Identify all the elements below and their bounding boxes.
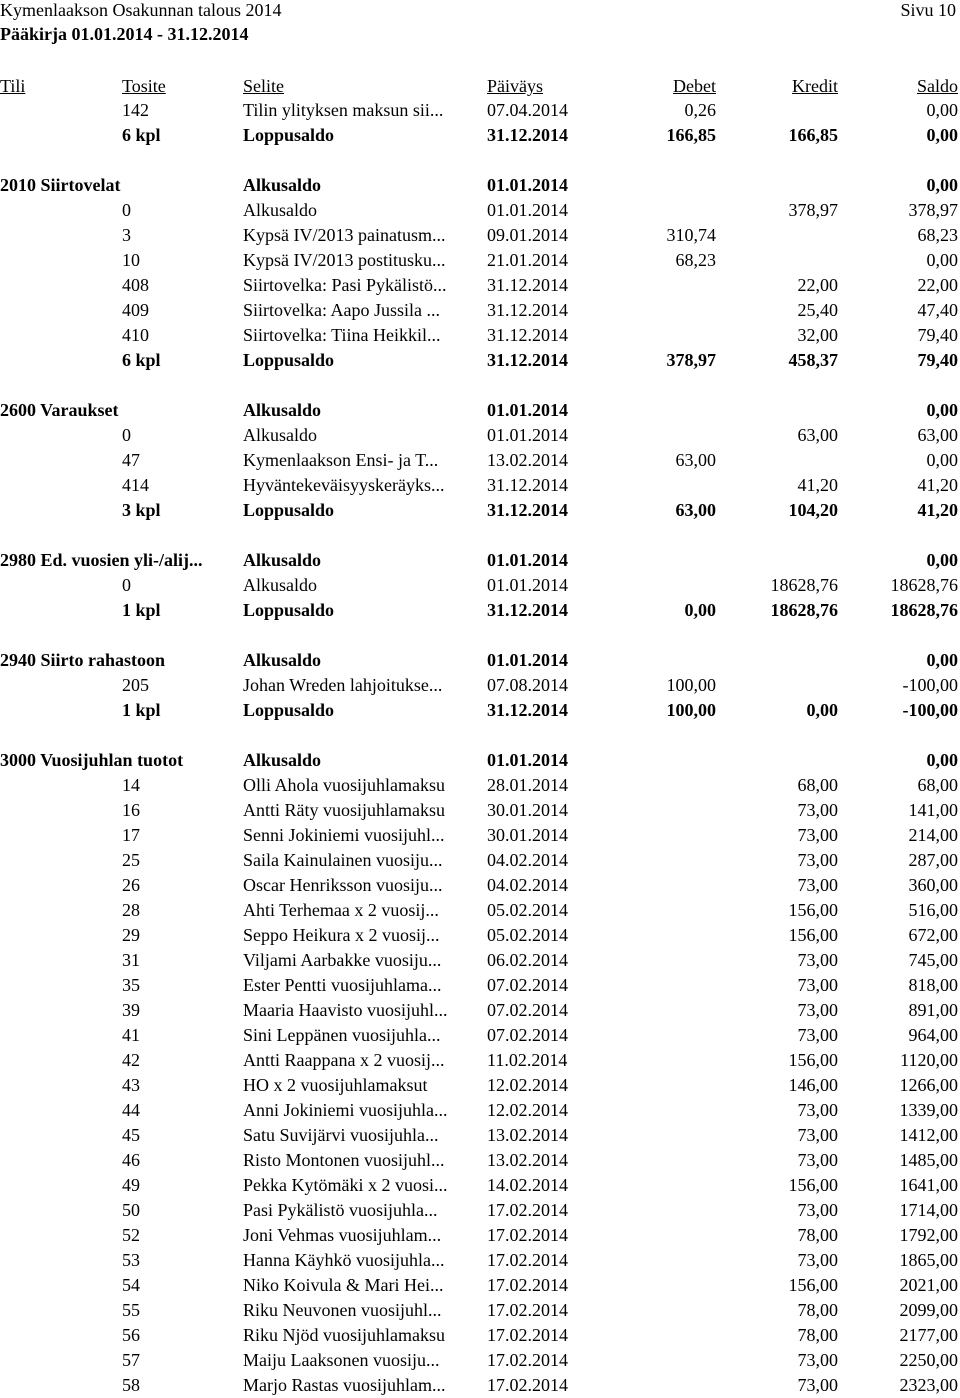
- table-row: [0, 448, 960, 473]
- cell-debet: 378,97: [666, 350, 716, 370]
- table-row: [0, 473, 960, 498]
- cell-tosite: 6 kpl: [122, 125, 161, 145]
- cell-pvm: 31.12.2014: [487, 475, 568, 495]
- cell-saldo: 0,00: [926, 250, 958, 270]
- cell-tosite: 49: [122, 1175, 140, 1195]
- cell-tosite: 50: [122, 1200, 140, 1220]
- account-header-row: [0, 748, 960, 773]
- cell-saldo: 1120,00: [900, 1050, 958, 1070]
- cell-selite: Siirtovelka: Aapo Jussila ...: [243, 300, 440, 320]
- cell-selite: Alkusaldo: [243, 575, 317, 595]
- cell-pvm: 31.12.2014: [487, 300, 568, 320]
- cell-pvm: 07.02.2014: [487, 1000, 568, 1020]
- cell-pvm: 01.01.2014: [487, 200, 568, 220]
- cell-selite: Tilin ylityksen maksun sii...: [243, 100, 444, 120]
- cell-kredit: 378,97: [788, 200, 838, 220]
- cell-selite: Antti Raappana x 2 vuosij...: [243, 1050, 445, 1070]
- cell-tosite: 57: [122, 1350, 140, 1370]
- cell-pvm: 17.02.2014: [487, 1275, 568, 1295]
- org-title: Kymenlaakson Osakunnan talous 2014: [0, 0, 282, 20]
- account-header-row: [0, 648, 960, 673]
- cell-kredit: 68,00: [797, 775, 838, 795]
- cell-kredit: 73,00: [797, 875, 838, 895]
- cell-kredit: 73,00: [797, 1150, 838, 1170]
- cell-selite: Hanna Käyhkö vuosijuhla...: [243, 1250, 445, 1270]
- table-row: [0, 1373, 960, 1398]
- cell-tosite: 0: [122, 575, 131, 595]
- cell-selite: Hyväntekeväisyyskeräyks...: [243, 475, 445, 495]
- cell-selite: Pasi Pykälistö vuosijuhla...: [243, 1200, 438, 1220]
- cell-tosite: 409: [122, 300, 149, 320]
- cell-saldo: 0,00: [926, 450, 958, 470]
- cell-selite: Kymenlaakson Ensi- ja T...: [243, 450, 439, 470]
- cell-selite: Riku Neuvonen vuosijuhl...: [243, 1300, 442, 1320]
- cell-kredit: 73,00: [797, 1350, 838, 1370]
- cell-saldo: 47,40: [917, 300, 958, 320]
- cell-pvm: 17.02.2014: [487, 1375, 568, 1395]
- cell-selite: Olli Ahola vuosijuhlamaksu: [243, 775, 445, 795]
- cell-kredit: 73,00: [797, 1250, 838, 1270]
- table-row: [0, 1198, 960, 1223]
- cell-selite: Senni Jokiniemi vuosijuhl...: [243, 825, 445, 845]
- cell-selite: Niko Koivula & Mari Hei...: [243, 1275, 444, 1295]
- cell-debet: 166,85: [666, 125, 716, 145]
- table-row: [0, 1248, 960, 1273]
- table-row: [0, 898, 960, 923]
- page-number: Sivu 10: [900, 0, 956, 20]
- cell-tosite: 42: [122, 1050, 140, 1070]
- cell-kredit: 63,00: [797, 425, 838, 445]
- cell-pvm: 07.02.2014: [487, 1025, 568, 1045]
- cell-pvm: 01.01.2014: [487, 750, 568, 770]
- cell-tili: 2940 Siirto rahastoon: [0, 650, 166, 670]
- cell-kredit: 73,00: [797, 975, 838, 995]
- cell-saldo: 1641,00: [899, 1175, 958, 1195]
- cell-selite: Anni Jokiniemi vuosijuhla...: [243, 1100, 448, 1120]
- cell-kredit: 78,00: [797, 1325, 838, 1345]
- cell-selite: Maaria Haavisto vuosijuhl...: [243, 1000, 448, 1020]
- cell-tosite: 16: [122, 800, 140, 820]
- cell-selite: Alkusaldo: [243, 175, 322, 195]
- cell-selite: Alkusaldo: [243, 400, 322, 420]
- cell-pvm: 13.02.2014: [487, 1150, 568, 1170]
- cell-tosite: 39: [122, 1000, 140, 1020]
- closing-balance-row: [0, 348, 960, 373]
- cell-tosite: 3: [122, 225, 131, 245]
- closing-balance-row: [0, 498, 960, 523]
- cell-tosite: 3 kpl: [122, 500, 161, 520]
- cell-pvm: 04.02.2014: [487, 850, 568, 870]
- cell-selite: Antti Räty vuosijuhlamaksu: [243, 800, 445, 820]
- cell-pvm: 07.02.2014: [487, 975, 568, 995]
- cell-tosite: 53: [122, 1250, 140, 1270]
- cell-saldo: 141,00: [908, 800, 958, 820]
- table-row: [0, 1123, 960, 1148]
- cell-saldo: 360,00: [908, 875, 958, 895]
- cell-saldo: 0,00: [926, 100, 958, 120]
- cell-tili: 2600 Varaukset: [0, 400, 119, 420]
- cell-saldo: 22,00: [917, 275, 958, 295]
- table-row: [0, 848, 960, 873]
- cell-selite: Loppusaldo: [243, 350, 335, 370]
- cell-saldo: 2021,00: [899, 1275, 958, 1295]
- cell-tosite: 44: [122, 1100, 140, 1120]
- table-row: [0, 1173, 960, 1198]
- cell-tosite: 17: [122, 825, 140, 845]
- cell-saldo: 378,97: [908, 200, 958, 220]
- cell-debet: 0,00: [684, 600, 716, 620]
- cell-debet: 0,26: [684, 100, 716, 120]
- cell-debet: 68,23: [675, 250, 716, 270]
- cell-kredit: 73,00: [797, 1100, 838, 1120]
- table-row: [0, 1148, 960, 1173]
- cell-selite: Saila Kainulainen vuosiju...: [243, 850, 443, 870]
- account-header-row: [0, 548, 960, 573]
- table-row: [0, 1048, 960, 1073]
- cell-kredit: 156,00: [788, 925, 838, 945]
- cell-selite: Seppo Heikura x 2 vuosij...: [243, 925, 440, 945]
- cell-pvm: 30.01.2014: [487, 800, 568, 820]
- cell-tosite: 43: [122, 1075, 140, 1095]
- cell-pvm: 01.01.2014: [487, 425, 568, 445]
- cell-selite: HO x 2 vuosijuhlamaksut: [243, 1075, 428, 1095]
- table-row: [0, 323, 960, 348]
- cell-kredit: 156,00: [788, 1050, 838, 1070]
- cell-debet: 63,00: [675, 500, 716, 520]
- cell-pvm: 30.01.2014: [487, 825, 568, 845]
- table-row: [0, 1223, 960, 1248]
- cell-selite: Ester Pentti vuosijuhlama...: [243, 975, 442, 995]
- cell-saldo: 1792,00: [899, 1225, 958, 1245]
- table-row: [0, 1323, 960, 1348]
- cell-kredit: 32,00: [797, 325, 838, 345]
- cell-pvm: 06.02.2014: [487, 950, 568, 970]
- cell-saldo: -100,00: [902, 700, 958, 720]
- cell-tosite: 0: [122, 425, 131, 445]
- cell-saldo: 68,23: [917, 225, 958, 245]
- cell-debet: 100,00: [666, 675, 716, 695]
- cell-tosite: 58: [122, 1375, 140, 1395]
- cell-saldo: 2099,00: [899, 1300, 958, 1320]
- cell-tosite: 46: [122, 1150, 140, 1170]
- cell-saldo: 18628,76: [890, 575, 958, 595]
- cell-pvm: 09.01.2014: [487, 225, 568, 245]
- cell-pvm: 13.02.2014: [487, 450, 568, 470]
- cell-selite: Joni Vehmas vuosijuhlam...: [243, 1225, 442, 1245]
- cell-kredit: 73,00: [797, 800, 838, 820]
- cell-tosite: 10: [122, 250, 140, 270]
- cell-selite: Alkusaldo: [243, 200, 317, 220]
- cell-kredit: 73,00: [797, 1200, 838, 1220]
- cell-kredit: 78,00: [797, 1225, 838, 1245]
- table-row: [0, 223, 960, 248]
- cell-pvm: 17.02.2014: [487, 1350, 568, 1370]
- cell-selite: Ahti Terhemaa x 2 vuosij...: [243, 900, 439, 920]
- cell-saldo: 0,00: [926, 175, 958, 195]
- cell-tili: 2980 Ed. vuosien yli-/alij...: [0, 550, 203, 570]
- table-row: [0, 573, 960, 598]
- cell-saldo: 2177,00: [899, 1325, 958, 1345]
- table-row: [0, 298, 960, 323]
- cell-tosite: 142: [122, 100, 149, 120]
- cell-tosite: 45: [122, 1125, 140, 1145]
- table-row: [0, 1073, 960, 1098]
- cell-kredit: 25,40: [797, 300, 838, 320]
- cell-selite: Kypsä IV/2013 postitusku...: [243, 250, 446, 270]
- cell-tosite: 0: [122, 200, 131, 220]
- cell-selite: Johan Wreden lahjoitukse...: [243, 675, 443, 695]
- table-row: [0, 248, 960, 273]
- cell-saldo: 1865,00: [899, 1250, 958, 1270]
- cell-selite: Marjo Rastas vuosijuhlam...: [243, 1375, 446, 1395]
- cell-saldo: 1714,00: [899, 1200, 958, 1220]
- cell-pvm: 31.12.2014: [487, 275, 568, 295]
- cell-pvm: 01.01.2014: [487, 550, 568, 570]
- cell-selite: Sini Leppänen vuosijuhla...: [243, 1025, 441, 1045]
- cell-pvm: 05.02.2014: [487, 900, 568, 920]
- cell-selite: Loppusaldo: [243, 600, 335, 620]
- cell-saldo: 68,00: [917, 775, 958, 795]
- account-header-row: [0, 398, 960, 423]
- cell-kredit: 146,00: [788, 1075, 838, 1095]
- cell-saldo: 672,00: [908, 925, 958, 945]
- cell-tosite: 55: [122, 1300, 140, 1320]
- cell-pvm: 31.12.2014: [487, 600, 568, 620]
- cell-pvm: 31.12.2014: [487, 125, 568, 145]
- cell-pvm: 14.02.2014: [487, 1175, 568, 1195]
- cell-tosite: 41: [122, 1025, 140, 1045]
- table-row: [0, 1098, 960, 1123]
- cell-selite: Oscar Henriksson vuosiju...: [243, 875, 443, 895]
- cell-tosite: 56: [122, 1325, 140, 1345]
- cell-selite: Siirtovelka: Tiina Heikkil...: [243, 325, 441, 345]
- cell-selite: Pekka Kytömäki x 2 vuosi...: [243, 1175, 448, 1195]
- cell-tosite: 14: [122, 775, 140, 795]
- cell-pvm: 04.02.2014: [487, 875, 568, 895]
- table-row: [0, 198, 960, 223]
- table-row: [0, 98, 960, 123]
- cell-debet: 310,74: [666, 225, 716, 245]
- cell-selite: Alkusaldo: [243, 550, 322, 570]
- closing-balance-row: [0, 598, 960, 623]
- table-row: [0, 973, 960, 998]
- cell-tosite: 408: [122, 275, 149, 295]
- cell-saldo: 745,00: [908, 950, 958, 970]
- cell-saldo: 891,00: [908, 1000, 958, 1020]
- cell-debet: 100,00: [666, 700, 716, 720]
- cell-saldo: 214,00: [908, 825, 958, 845]
- report-title: Pääkirja 01.01.2014 - 31.12.2014: [0, 24, 249, 44]
- table-row: [0, 423, 960, 448]
- table-row: [0, 1273, 960, 1298]
- cell-tili: 2010 Siirtovelat: [0, 175, 121, 195]
- cell-tosite: 54: [122, 1275, 140, 1295]
- cell-selite: Alkusaldo: [243, 650, 322, 670]
- cell-tili: 3000 Vuosijuhlan tuotot: [0, 750, 184, 770]
- cell-saldo: 516,00: [908, 900, 958, 920]
- cell-selite: Kypsä IV/2013 painatusm...: [243, 225, 446, 245]
- cell-tosite: 1 kpl: [122, 600, 161, 620]
- cell-selite: Siirtovelka: Pasi Pykälistö...: [243, 275, 447, 295]
- cell-kredit: 73,00: [797, 1025, 838, 1045]
- cell-kredit: 73,00: [797, 950, 838, 970]
- cell-selite: Loppusaldo: [243, 125, 335, 145]
- cell-kredit: 18628,76: [770, 600, 838, 620]
- cell-kredit: 0,00: [806, 700, 838, 720]
- cell-pvm: 01.01.2014: [487, 650, 568, 670]
- cell-pvm: 13.02.2014: [487, 1125, 568, 1145]
- cell-selite: Alkusaldo: [243, 750, 322, 770]
- cell-pvm: 17.02.2014: [487, 1225, 568, 1245]
- cell-saldo: 1266,00: [899, 1075, 958, 1095]
- cell-kredit: 73,00: [797, 1375, 838, 1395]
- cell-kredit: 73,00: [797, 1125, 838, 1145]
- cell-tosite: 205: [122, 675, 149, 695]
- cell-saldo: 0,00: [926, 125, 958, 145]
- cell-pvm: 21.01.2014: [487, 250, 568, 270]
- column-header-tili: Tili: [0, 76, 26, 96]
- cell-pvm: 01.01.2014: [487, 575, 568, 595]
- cell-saldo: 18628,76: [890, 600, 958, 620]
- table-row: [0, 773, 960, 798]
- cell-selite: Alkusaldo: [243, 425, 317, 445]
- cell-kredit: 73,00: [797, 1000, 838, 1020]
- cell-kredit: 22,00: [797, 275, 838, 295]
- column-header-paivays: Päiväys: [487, 76, 543, 96]
- cell-selite: Loppusaldo: [243, 700, 335, 720]
- cell-kredit: 104,20: [788, 500, 838, 520]
- cell-saldo: 79,40: [917, 350, 958, 370]
- cell-pvm: 17.02.2014: [487, 1300, 568, 1320]
- cell-pvm: 07.04.2014: [487, 100, 568, 120]
- table-row: [0, 1348, 960, 1373]
- table-row: [0, 923, 960, 948]
- cell-tosite: 1 kpl: [122, 700, 161, 720]
- cell-kredit: 78,00: [797, 1300, 838, 1320]
- table-row: [0, 1298, 960, 1323]
- cell-kredit: 41,20: [797, 475, 838, 495]
- cell-saldo: 818,00: [908, 975, 958, 995]
- column-header-tosite: Tosite: [122, 76, 166, 96]
- column-header-debet: Debet: [673, 76, 716, 96]
- column-header-selite: Selite: [243, 76, 284, 96]
- table-row: [0, 998, 960, 1023]
- cell-pvm: 07.08.2014: [487, 675, 568, 695]
- column-header-kredit: Kredit: [792, 76, 838, 96]
- cell-tosite: 28: [122, 900, 140, 920]
- cell-saldo: 1412,00: [899, 1125, 958, 1145]
- table-row: [0, 948, 960, 973]
- cell-pvm: 12.02.2014: [487, 1100, 568, 1120]
- cell-pvm: 17.02.2014: [487, 1250, 568, 1270]
- cell-kredit: 166,85: [788, 125, 838, 145]
- cell-selite: Risto Montonen vuosijuhl...: [243, 1150, 445, 1170]
- closing-balance-row: [0, 698, 960, 723]
- cell-saldo: 41,20: [917, 500, 958, 520]
- cell-kredit: 18628,76: [770, 575, 838, 595]
- cell-tosite: 35: [122, 975, 140, 995]
- cell-selite: Riku Njöd vuosijuhlamaksu: [243, 1325, 445, 1345]
- cell-saldo: 964,00: [908, 1025, 958, 1045]
- cell-tosite: 26: [122, 875, 140, 895]
- cell-pvm: 31.12.2014: [487, 500, 568, 520]
- cell-saldo: 2323,00: [899, 1375, 958, 1395]
- cell-saldo: 0,00: [926, 750, 958, 770]
- cell-kredit: 73,00: [797, 825, 838, 845]
- closing-balance-row: [0, 123, 960, 148]
- cell-saldo: 0,00: [926, 400, 958, 420]
- account-header-row: [0, 173, 960, 198]
- table-row: [0, 798, 960, 823]
- cell-pvm: 17.02.2014: [487, 1200, 568, 1220]
- table-row: [0, 873, 960, 898]
- table-row: [0, 273, 960, 298]
- column-header-row: [0, 74, 960, 99]
- cell-kredit: 458,37: [788, 350, 838, 370]
- cell-tosite: 25: [122, 850, 140, 870]
- cell-selite: Maiju Laaksonen vuosiju...: [243, 1350, 440, 1370]
- cell-tosite: 29: [122, 925, 140, 945]
- cell-pvm: 12.02.2014: [487, 1075, 568, 1095]
- cell-tosite: 414: [122, 475, 149, 495]
- cell-saldo: 2250,00: [899, 1350, 958, 1370]
- table-row: [0, 1023, 960, 1048]
- cell-selite: Viljami Aarbakke vuosiju...: [243, 950, 442, 970]
- cell-tosite: 6 kpl: [122, 350, 161, 370]
- column-header-saldo: Saldo: [916, 76, 958, 96]
- cell-tosite: 31: [122, 950, 140, 970]
- cell-pvm: 28.01.2014: [487, 775, 568, 795]
- cell-pvm: 31.12.2014: [487, 325, 568, 345]
- cell-pvm: 31.12.2014: [487, 350, 568, 370]
- cell-saldo: 1485,00: [899, 1150, 958, 1170]
- table-row: [0, 673, 960, 698]
- cell-pvm: 01.01.2014: [487, 400, 568, 420]
- cell-selite: Loppusaldo: [243, 500, 335, 520]
- cell-pvm: 01.01.2014: [487, 175, 568, 195]
- cell-saldo: 0,00: [926, 550, 958, 570]
- cell-saldo: 1339,00: [899, 1100, 958, 1120]
- cell-pvm: 17.02.2014: [487, 1325, 568, 1345]
- cell-saldo: 287,00: [908, 850, 958, 870]
- cell-saldo: 79,40: [917, 325, 958, 345]
- cell-pvm: 31.12.2014: [487, 700, 568, 720]
- cell-pvm: 11.02.2014: [487, 1050, 568, 1070]
- cell-saldo: -100,00: [902, 675, 958, 695]
- cell-saldo: 41,20: [917, 475, 958, 495]
- cell-kredit: 156,00: [788, 1275, 838, 1295]
- cell-tosite: 47: [122, 450, 140, 470]
- cell-debet: 63,00: [675, 450, 716, 470]
- cell-selite: Satu Suvijärvi vuosijuhla...: [243, 1125, 439, 1145]
- cell-saldo: 63,00: [917, 425, 958, 445]
- cell-kredit: 156,00: [788, 1175, 838, 1195]
- cell-saldo: 0,00: [926, 650, 958, 670]
- table-row: [0, 823, 960, 848]
- cell-kredit: 156,00: [788, 900, 838, 920]
- cell-kredit: 73,00: [797, 850, 838, 870]
- cell-tosite: 52: [122, 1225, 140, 1245]
- cell-pvm: 05.02.2014: [487, 925, 568, 945]
- cell-tosite: 410: [122, 325, 149, 345]
